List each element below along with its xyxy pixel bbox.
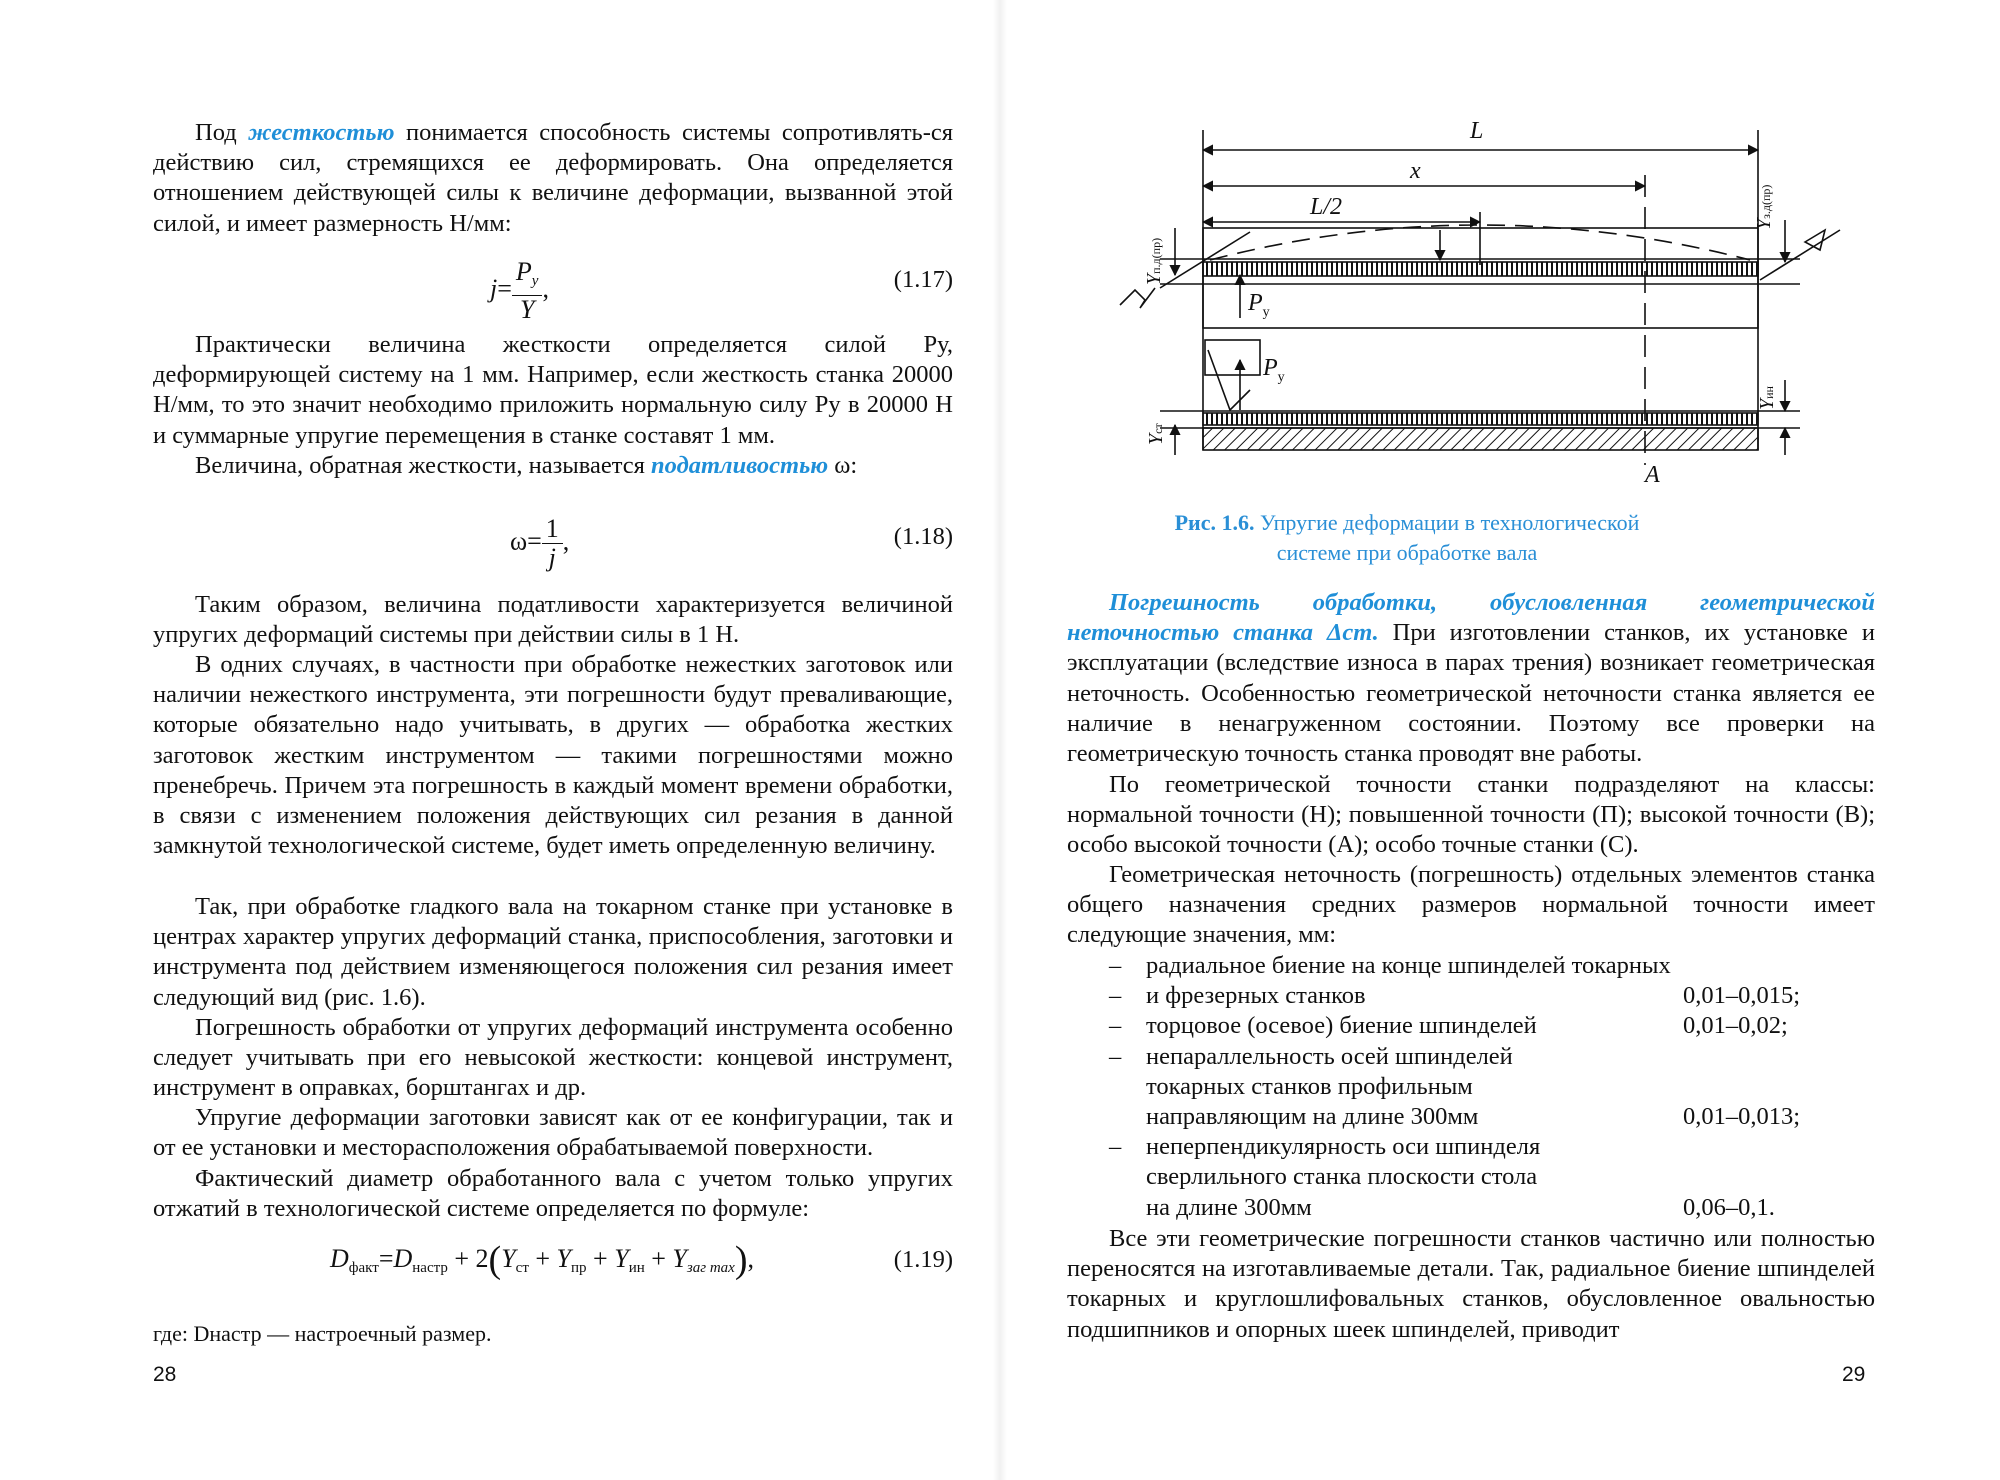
left-para-1: Под жесткостью понимается способность системы сопротивлять-ся действию сил, стремящихся ее деформировать. Она определяется отношением действующей силы к величине деформации, вызванной этой силой, и имеет размерность Н/мм:: [153, 119, 954, 237]
label-Y-st: Yст: [1145, 423, 1167, 445]
left-para-7: Погрешность обработки от упругих деформаций инструмента особенно следует учитывать при его невысокой жесткости: концевой инструмент, инструмент в оправках, борштангах и др.: [153, 1014, 953, 1102]
label-Y-pd: Yп.д(пр): [1143, 237, 1165, 285]
label-L: L: [1470, 118, 1484, 144]
label-A: A: [1645, 462, 1660, 488]
label-Py-1: $P_y$: [1248, 290, 1270, 320]
figure-1-6: [1100, 110, 1860, 490]
list-item: на длине 300мм 0,06–0,1.: [1146, 1193, 1775, 1221]
list-item: – и фрезерных станков 0,01–0,015;: [1109, 982, 1801, 1010]
term-stiffness: жесткостью: [248, 119, 395, 146]
right-para-4: Все эти геометрические погрешности станков частично или полностью переносятся на изготавливаемые детали. Так, радиальное биение шпинделей токарных и круглошлифовальных станков, обусловленное овальностью подшипников и опорных шеек шпинделей, приводит: [1067, 1225, 1875, 1343]
list-item: токарных станков профильным: [1146, 1072, 1473, 1100]
term-compliance: податливостью: [651, 452, 829, 479]
label-Py-2: $P_y$: [1263, 355, 1285, 385]
page-number-right: 29: [1842, 1363, 1866, 1386]
left-where-note: где: Dнастр — настроечный размер.: [153, 1321, 492, 1346]
equation-number: (1.17): [893, 266, 953, 293]
list-item: – радиальное биение на конце шпинделей токарных: [1109, 952, 1671, 979]
left-para-3: Величина, обратная жесткости, называется податливостью ω:: [195, 452, 858, 479]
equation-1-17: j= $\frac{P_y}{Y}$ , (1.17): [490, 257, 953, 324]
equation-1-18: ω= $\frac{1}{j}$ , (1.18): [510, 514, 953, 572]
left-para-9: Фактический диаметр обработанного вала с учетом только упругих отжатий в технологической системе определяется по формуле:: [153, 1165, 953, 1223]
left-para-4: Таким образом, величина податливости характеризуется величиной упругих деформаций системы при действии силы в 1 Н.: [153, 591, 953, 649]
left-para-6: Так, при обработке гладкого вала на токарном станке при установке в центрах характер упругих деформаций станка, приспособления, заготовки и инструмента под действием изменяющегося положения сил резания имеет следующий вид (рис. 1.6).: [153, 893, 953, 1011]
page-number-left: 28: [153, 1363, 177, 1386]
right-para-2: По геометрической точности станки подразделяют на классы: нормальной точности (Н); повышенной точности (П); высокой точности (В); особо высокой точности (А); особо точные станки (С).: [1067, 771, 1875, 859]
page-right: [1000, 0, 2000, 1480]
figure-caption: Рис. 1.6. Упругие деформации в технологической системе при обработке вала: [1174, 510, 1640, 565]
list-item: – торцовое (осевое) биение шпинделей 0,01–0,02;: [1109, 1012, 1788, 1040]
list-item: – неперпендикулярность оси шпинделя: [1109, 1133, 1541, 1161]
list-item: – непараллельность осей шпинделей: [1109, 1042, 1513, 1070]
equation-number: (1.18): [893, 523, 953, 550]
right-para-3: Геометрическая неточность (погрешность) отдельных элементов станка общего назначения средних размеров нормальной точности имеет следующие значения, мм:: [1067, 861, 1875, 949]
equation-1-19: $D_{факт}=D_{настр} + 2(Y_{ст} + Y_{пр} + Y_{ин} + Y_{заг max})$, (1.19): [330, 1239, 953, 1281]
list-item: сверлильного станка плоскости стола: [1146, 1163, 1538, 1191]
left-para-2: Практически величина жесткости определяется силой Pу, деформирующей систему на 1 мм. Например, если жесткость станка 20000 Н/мм, то это значит необходимо приложить нормальную силу Pу в 20000 Н и суммарные упругие перемещения в станке составят 1 мм.: [153, 331, 953, 449]
label-L-half: L/2: [1310, 194, 1343, 220]
right-para-1: Погрешность обработки, обусловленная геометрической неточностью станка Δст. При изготовлении станков, их установке и эксплуатации (вследствие износа в парах трения) возникает геометрическая неточность. Особенностью геометрической неточности станка является ее наличие в ненагруженном состоянии. Поэтому все проверки на геометрическую точность станка проводят вне работы.: [1067, 589, 1875, 768]
label-Y-in: Yин: [1756, 386, 1778, 410]
left-para-5: В одних случаях, в частности при обработке нежестких заготовок или наличии нежесткого инструмента, эти погрешности будут преваливающие, которые обязательно надо учитывать, в других — обработка жестких заготовок жестким инструментом — такими погрешностями можно пренебречь. Причем эта погрешность в каждый момент времени обработки, в связи с изменением положения действующих сил резания в данной замкнутой технологической системе, будет иметь определенную величину.: [153, 651, 953, 860]
list-item: направляющим на длине 300мм 0,01–0,013;: [1146, 1102, 1801, 1130]
left-para-8: Упругие деформации заготовки зависят как от ее конфигурации, так и от ее установки и месторасположения обрабатываемой поверхности.: [153, 1104, 953, 1162]
equation-number: (1.19): [893, 1246, 953, 1273]
label-Y-zd: Yз.д(пр): [1753, 184, 1775, 230]
label-x: x: [1410, 158, 1421, 184]
tolerance-list: [1067, 951, 1875, 1223]
term-geometric-inaccuracy: Погрешность обработки, обусловленная геометрической неточностью станка Δст.: [1067, 589, 1875, 647]
